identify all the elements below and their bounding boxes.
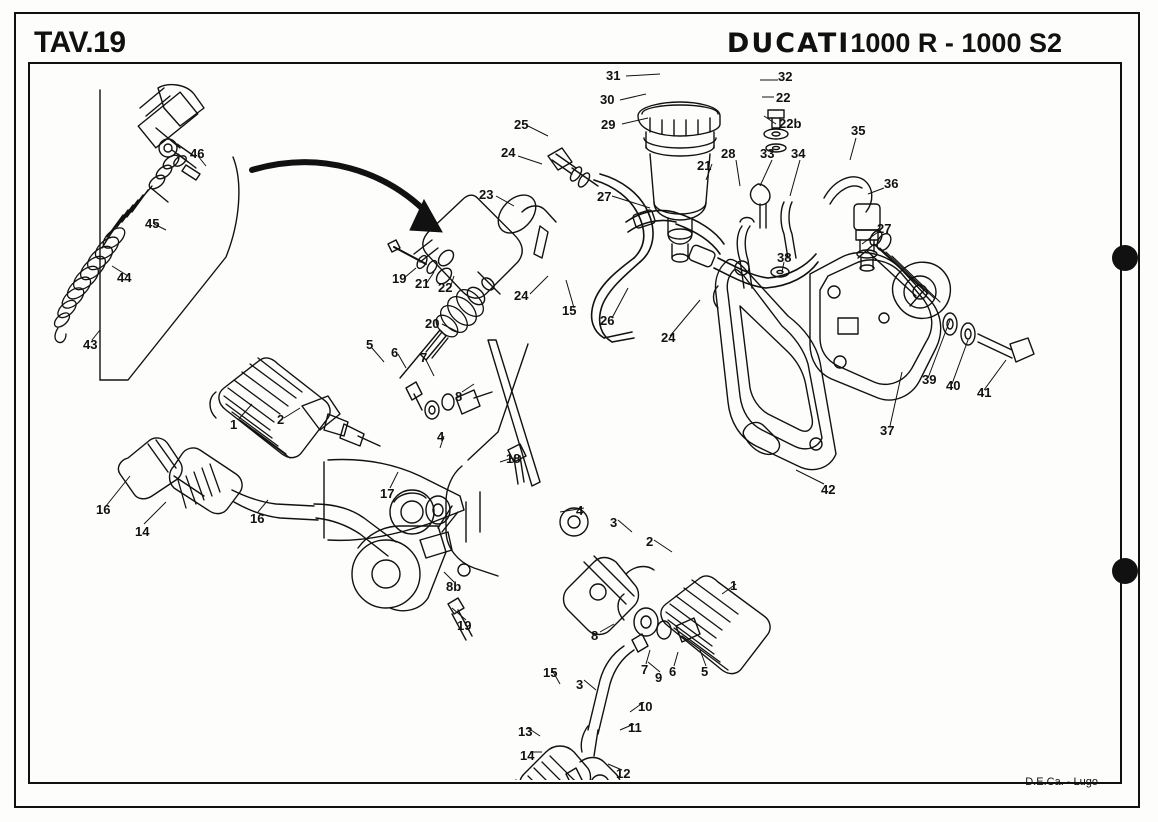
callout-22-mid: 24 — [514, 288, 529, 303]
callout-2: 2 — [277, 412, 285, 427]
callout-20: 20 — [425, 316, 440, 331]
callout-46: 46 — [190, 146, 205, 161]
callout-35: 35 — [851, 123, 866, 138]
callout-14: 14 — [135, 524, 150, 539]
callout-43: 43 — [83, 337, 98, 352]
callout-38: 38 — [777, 250, 792, 265]
callout-29: 29 — [601, 117, 616, 132]
callout-42: 42 — [821, 482, 836, 497]
printer-credit: D.E.Ca. - Lugo — [1025, 776, 1098, 788]
callout-24-right: 27 — [877, 221, 892, 236]
callout-16-right: 16 — [250, 511, 265, 526]
callout-6: 6 — [391, 345, 399, 360]
callout-19-bottom: 19 — [457, 618, 472, 633]
callout-21-top: 22 — [776, 90, 791, 105]
callout-23: 23 — [479, 187, 494, 202]
callout-22-top: 22b — [779, 116, 802, 131]
callout-12: 12 — [616, 766, 631, 781]
callout-45: 45 — [145, 216, 160, 231]
callout-36: 36 — [884, 176, 899, 191]
plate-number: TAV.19 — [34, 26, 126, 59]
callout-33: 33 — [760, 146, 775, 161]
brand-logo-text: DUCATI — [726, 28, 851, 59]
callout-3: 3 — [610, 515, 618, 530]
callout-24: 24 — [501, 145, 516, 160]
callout-32: 32 — [778, 69, 793, 84]
callout-8-left: 8b — [446, 579, 462, 594]
callout-34: 34 — [791, 146, 806, 161]
callout-17: 17 — [380, 486, 395, 501]
callout-3-lower: 3 — [576, 677, 584, 692]
callout-1-lower: 1 — [730, 578, 738, 593]
callout-6-lower: 6 — [669, 664, 677, 679]
callout-26: 26 — [600, 313, 615, 328]
callout-9: 9 — [655, 670, 663, 685]
callout-2-lower: 2 — [646, 534, 654, 549]
callout-5: 5 — [366, 337, 374, 352]
callout-14-lower: 15 — [543, 665, 558, 680]
callout-6-bottom: 14 — [520, 748, 535, 763]
callout-27-bottom: 24 — [661, 330, 676, 345]
callout-37: 37 — [880, 423, 895, 438]
callout-4-lower: 4 — [576, 503, 584, 518]
callout-21: 21 — [415, 276, 430, 291]
callout-16: 16 — [96, 502, 111, 517]
callout-25: 25 — [514, 117, 529, 132]
callout-4-upper: 4 — [437, 429, 445, 444]
callout-8: 8 — [455, 389, 463, 404]
callout-7-lower: 7 — [641, 662, 649, 677]
callout-41: 41 — [977, 385, 992, 400]
callout-11: 11 — [628, 720, 642, 735]
callout-5-lower: 5 — [701, 664, 709, 679]
callout-18: 18 — [506, 451, 521, 466]
callout-10: 10 — [638, 699, 653, 714]
model-list: 1000 R - 1000 S2 — [850, 28, 1062, 58]
callout-44: 44 — [117, 270, 132, 285]
callout-27-top: 27 — [597, 189, 612, 204]
callout-22: 22 — [438, 280, 453, 295]
callout-13: 13 — [518, 724, 533, 739]
callout-19: 19 — [392, 271, 407, 286]
callout-39: 39 — [922, 372, 937, 387]
callout-7: 7 — [420, 350, 428, 365]
callout-31: 31 — [606, 68, 621, 83]
callout-40: 40 — [946, 378, 961, 393]
callout-15: 15 — [562, 303, 577, 318]
callout-15-top: 21 — [697, 158, 712, 173]
callout-30: 30 — [600, 92, 615, 107]
callout-28: 28 — [721, 146, 736, 161]
callout-1: 1 — [230, 417, 238, 432]
callout-8-lower: 8 — [591, 628, 599, 643]
